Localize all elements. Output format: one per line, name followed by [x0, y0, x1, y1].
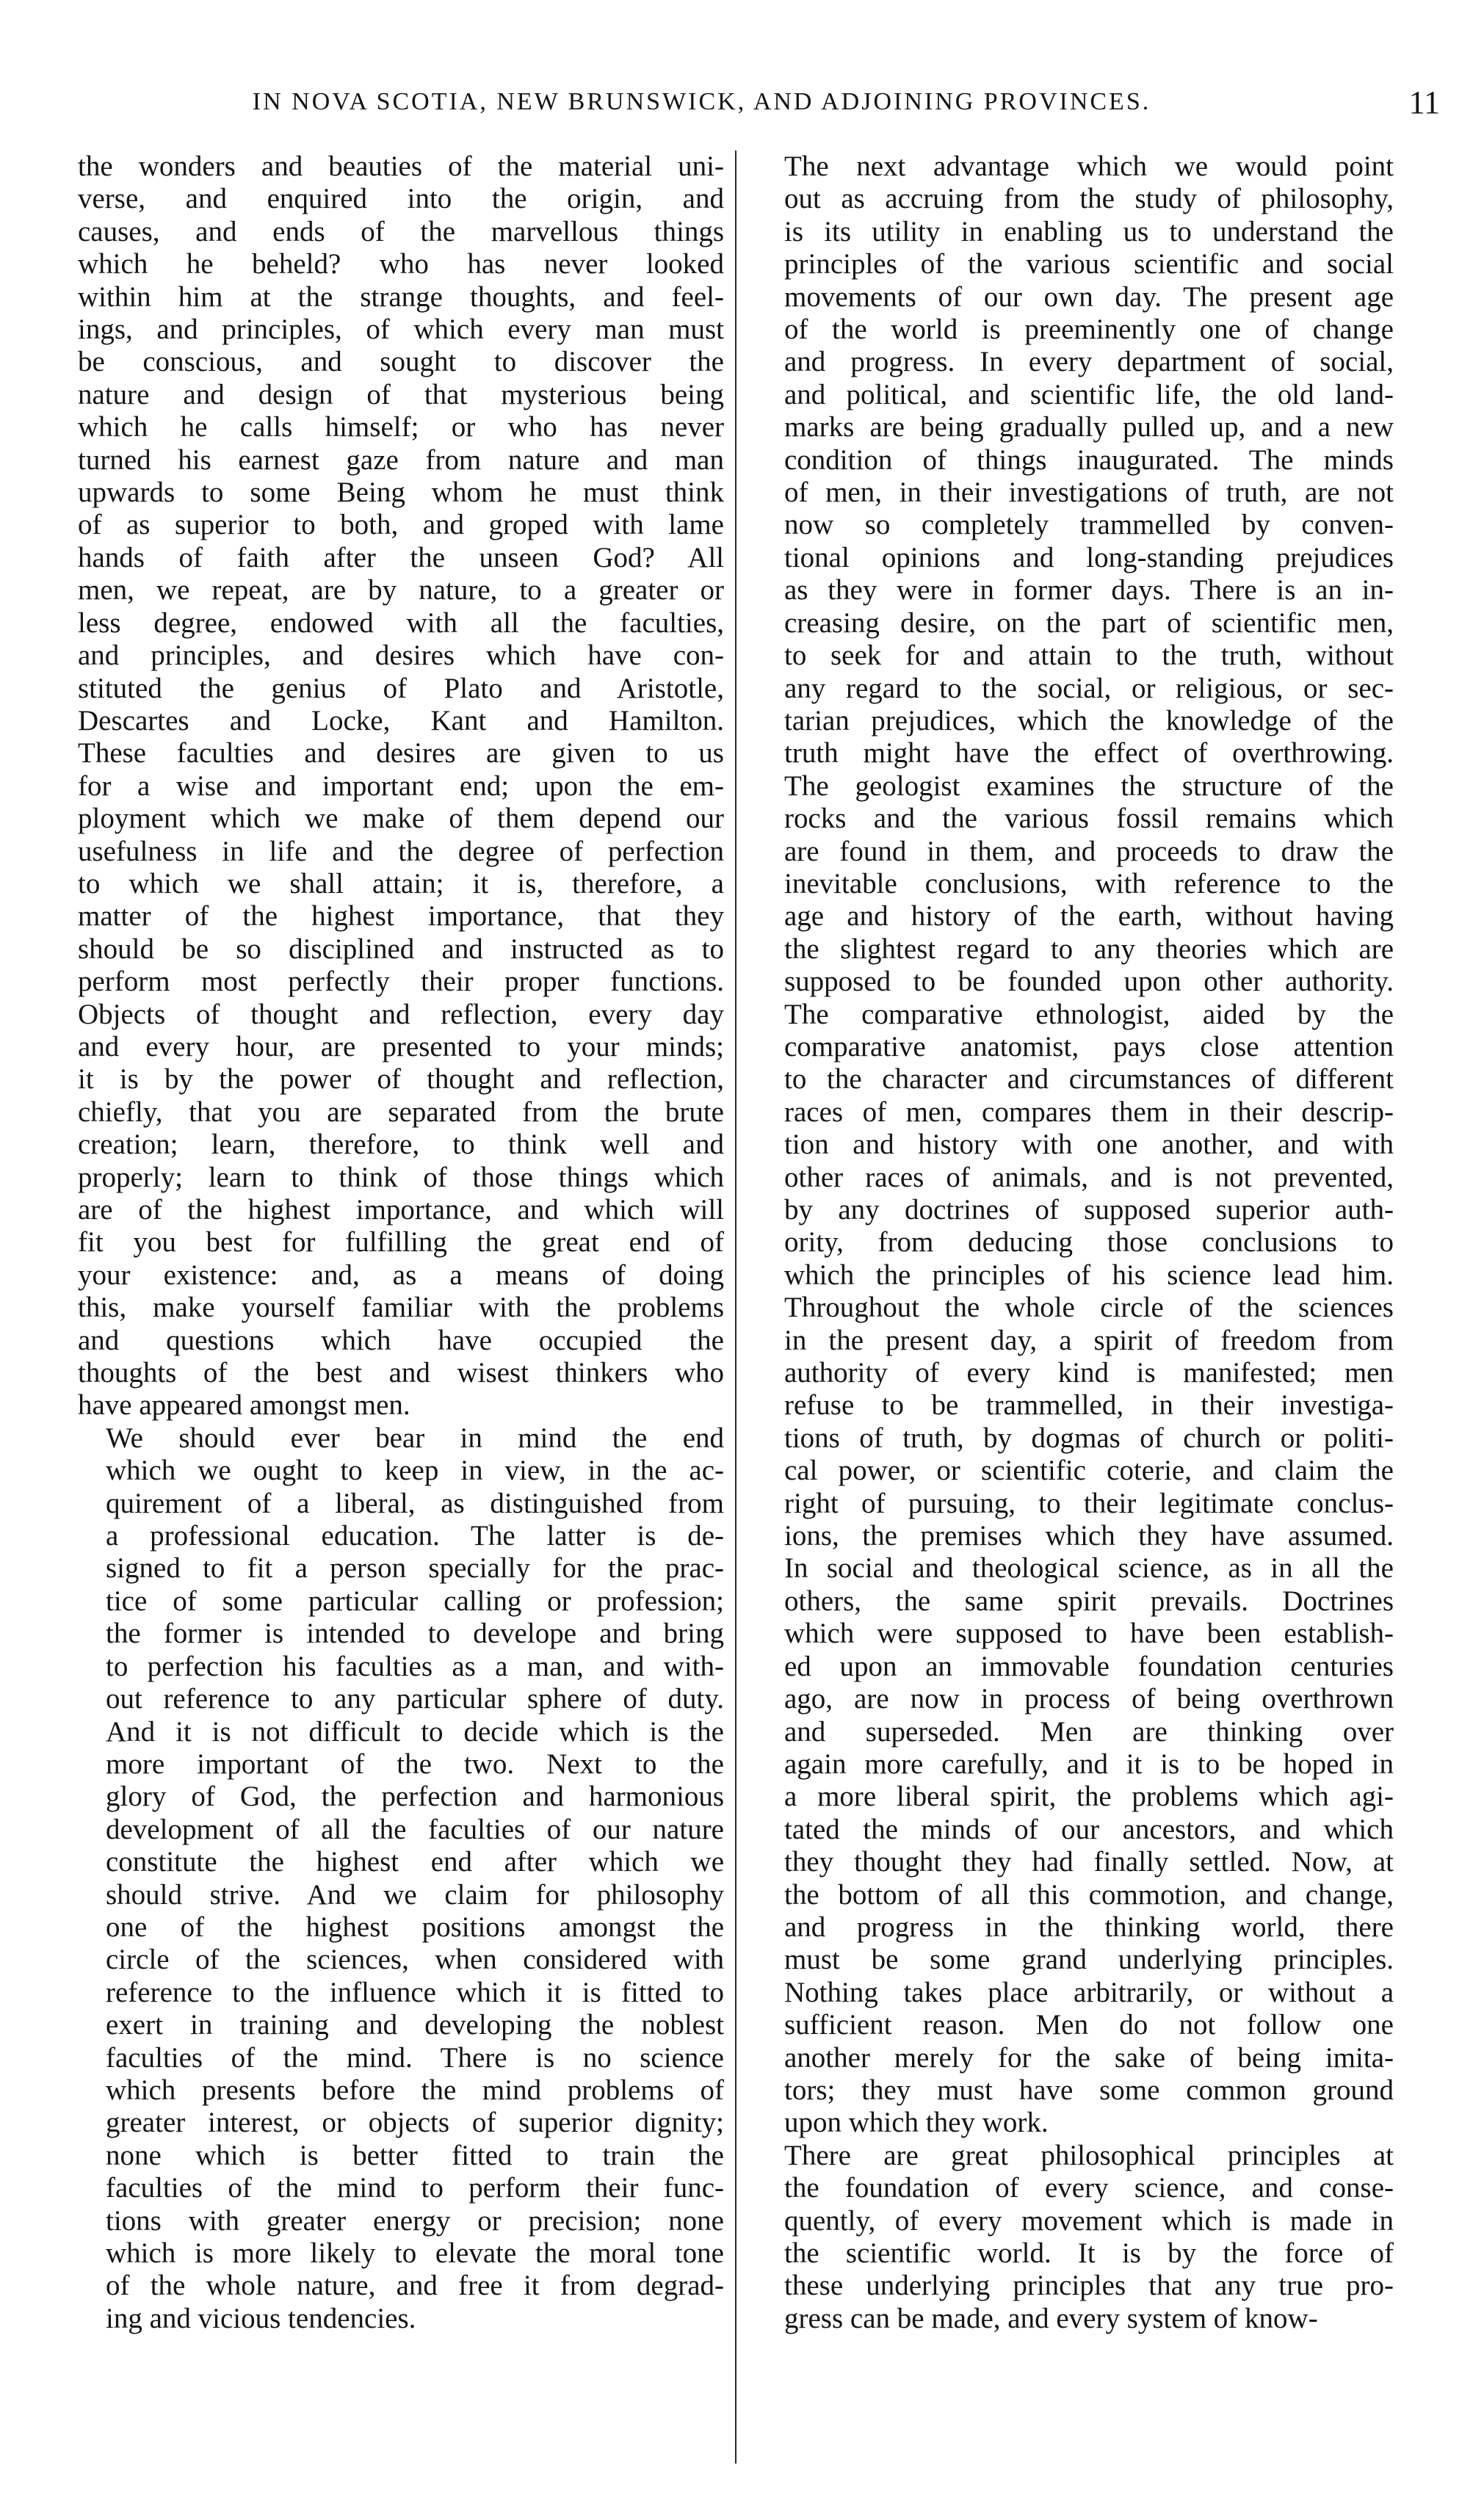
text-line: in the present day, a spirit of freedom from	[784, 1324, 1394, 1356]
text-line: tated the minds of our ancestors, and which	[784, 1813, 1394, 1845]
text-line: the bottom of all this commotion, and change,	[784, 1878, 1394, 1911]
text-line: as they were in former days. There is an in-	[784, 574, 1394, 607]
paragraph	[78, 1422, 724, 2335]
right-column	[756, 151, 1394, 2335]
text-line: There are great philosophical principles at	[784, 2139, 1394, 2171]
text-line: these underlying principles that any true pro-	[784, 2270, 1394, 2302]
text-line: ority, from deducing those conclusions to	[784, 1226, 1394, 1259]
text-line: right of pursuing, to their legitimate conclus-	[784, 1487, 1394, 1519]
text-line: out as accruing from the study of philosophy,	[784, 183, 1394, 215]
text-line: circle of the sciences, when considered with	[106, 1944, 724, 1976]
text-line: refuse to be trammelled, in their investiga-	[784, 1389, 1394, 1422]
text-line: they thought they had finally settled. Now, at	[784, 1846, 1394, 1878]
paragraph	[756, 151, 1394, 2140]
text-line: principles of the various scientific and social	[784, 248, 1394, 280]
text-line: chiefly, that you are separated from the brute	[78, 1096, 724, 1128]
text-line: a more liberal spirit, the problems which agi-	[784, 1781, 1394, 1813]
text-line: nature and design of that mysterious being	[78, 378, 724, 410]
text-line: tions with greater energy or precision; none	[106, 2204, 724, 2237]
text-line: comparative anatomist, pays close attention	[784, 1030, 1394, 1063]
text-line: your existence: and, as a means of doing	[78, 1259, 724, 1291]
text-line: In social and theological science, as in all the	[784, 1552, 1394, 1585]
text-line: the slightest regard to any theories which are	[784, 933, 1394, 965]
text-line: turned his earnest gaze from nature and man	[78, 444, 724, 476]
text-line: tions of truth, by dogmas of church or politi-	[784, 1422, 1394, 1454]
text-line: causes, and ends of the marvellous things	[78, 215, 724, 247]
text-line: ed upon an immovable foundation centuries	[784, 1650, 1394, 1682]
text-line: another merely for the sake of being imita-	[784, 2041, 1394, 2074]
text-line: which were supposed to have been establish-	[784, 1618, 1394, 1650]
text-line: are found in them, and proceeds to draw the	[784, 835, 1394, 867]
text-line: ions, the premises which they have assumed.	[784, 1520, 1394, 1552]
text-line: of the whole nature, and free it from degrad-	[106, 2270, 724, 2302]
text-line: of men, in their investigations of truth, are not	[784, 477, 1394, 509]
left-column	[78, 151, 724, 2335]
text-line: thoughts of the best and wisest thinkers who	[78, 1357, 724, 1389]
text-line: usefulness in life and the degree of perfection	[78, 835, 724, 867]
text-line: development of all the faculties of our nature	[106, 1813, 724, 1845]
text-line: movements of our own day. The present age	[784, 280, 1394, 313]
text-line: Objects of thought and reflection, every day	[78, 998, 724, 1030]
paragraph	[756, 2140, 1394, 2335]
text-line: tors; they must have some common ground	[784, 2074, 1394, 2106]
text-line: more important of the two. Next to the	[106, 1748, 724, 1780]
text-line: and progress in the thinking world, there	[784, 1911, 1394, 1943]
text-line: men, we repeat, are by nature, to a greater or	[78, 574, 724, 607]
text-line: the foundation of every science, and conse-	[784, 2172, 1394, 2204]
column-divider	[735, 151, 736, 2464]
text-line: should be so disciplined and instructed as to	[78, 933, 724, 965]
text-line: of as superior to both, and groped with lame	[78, 509, 724, 541]
text-line: quently, of every movement which is made in	[784, 2204, 1394, 2237]
text-line: tion and history with one another, and with	[784, 1129, 1394, 1161]
text-line: and progress. In every department of social,	[784, 346, 1394, 378]
text-line: quirement of a liberal, as distinguished from	[106, 1487, 724, 1519]
text-line: tice of some particular calling or profession;	[106, 1585, 724, 1617]
text-line: authority of every kind is manifested; men	[784, 1357, 1394, 1389]
text-line: greater interest, or objects of superior dignity;	[106, 2107, 724, 2139]
text-line: are of the highest importance, and which will	[78, 1194, 724, 1226]
text-line: it is by the power of thought and reflection,	[78, 1063, 724, 1096]
text-line: ing and vicious tendencies.	[106, 2302, 416, 2334]
text-line: rocks and the various fossil remains which	[784, 803, 1394, 835]
text-line: exert in training and developing the noblest	[106, 2009, 724, 2041]
text-line: which the principles of his science lead him.	[784, 1259, 1394, 1291]
text-line: one of the highest positions amongst the	[106, 1911, 724, 1943]
text-line: which he beheld? who has never looked	[78, 248, 724, 280]
text-line: marks are being gradually pulled up, and a new	[784, 411, 1394, 444]
text-line: tional opinions and long-standing prejudices	[784, 541, 1394, 573]
text-line: any regard to the social, or religious, or sec-	[784, 672, 1394, 704]
running-head	[81, 84, 1440, 132]
text-line: which he calls himself; or who has never	[78, 411, 724, 444]
text-line: by any doctrines of supposed superior auth-	[784, 1194, 1394, 1226]
text-line: perform most perfectly their proper functions.	[78, 966, 724, 998]
text-line: less degree, endowed with all the faculties,	[78, 607, 724, 639]
text-line: These faculties and desires are given to us	[78, 737, 724, 770]
text-line: ployment which we make of them depend our	[78, 803, 724, 835]
text-line: The geologist examines the structure of the	[784, 770, 1394, 802]
text-line: for a wise and important end; upon the em-	[78, 770, 724, 802]
text-line: and superseded. Men are thinking over	[784, 1715, 1394, 1748]
text-line: and questions which have occupied the	[78, 1324, 724, 1356]
text-line: and principles, and desires which have con-	[78, 640, 724, 672]
text-line: sufficient reason. Men do not follow one	[784, 2009, 1394, 2041]
text-line: reference to the influence which it is fitted to	[106, 1976, 724, 2008]
text-line: to seek for and attain to the truth, without	[784, 640, 1394, 672]
text-line: properly; learn to think of those things which	[78, 1161, 724, 1193]
text-line: The comparative ethnologist, aided by the	[784, 998, 1394, 1030]
text-line: to which we shall attain; it is, therefore, a	[78, 867, 724, 900]
text-line: the wonders and beauties of the material uni-	[78, 151, 724, 182]
text-line: ings, and principles, of which every man must	[78, 314, 724, 346]
text-line: is its utility in enabling us to understand the	[784, 215, 1394, 247]
text-line: Descartes and Locke, Kant and Hamilton.	[78, 704, 724, 736]
text-line: be conscious, and sought to discover the	[78, 346, 724, 378]
text-line: We should ever bear in mind the end	[106, 1422, 724, 1454]
text-line: hands of faith after the unseen God? All	[78, 541, 724, 573]
text-line: again more carefully, and it is to be hoped in	[784, 1748, 1394, 1780]
text-line: a professional education. The latter is de-	[106, 1520, 724, 1552]
text-line: constitute the highest end after which we	[106, 1846, 724, 1878]
text-line: tarian prejudices, which the knowledge of the	[784, 704, 1394, 736]
text-line: inevitable conclusions, with reference to the	[784, 867, 1394, 900]
text-line: creation; learn, therefore, to think well and	[78, 1129, 724, 1161]
running-title: IN NOVA SCOTIA, NEW BRUNSWICK, AND ADJOINING PROVINCES.	[252, 88, 1151, 115]
text-line: matter of the highest importance, that they	[78, 900, 724, 933]
text-line: Throughout the whole circle of the sciences	[784, 1292, 1394, 1324]
text-line: now so completely trammelled by conven-	[784, 509, 1394, 541]
text-line: to perfection his faculties as a man, and with-	[106, 1650, 724, 1682]
text-line: upwards to some Being whom he must think	[78, 477, 724, 509]
text-line: and political, and scientific life, the old land-	[784, 378, 1394, 410]
text-line: fit you best for fulfilling the great end of	[78, 1226, 724, 1259]
text-line: which presents before the mind problems of	[106, 2074, 724, 2106]
text-line: supposed to be founded upon other authority.	[784, 966, 1394, 998]
text-line: within him at the strange thoughts, and feel-	[78, 280, 724, 313]
text-line: this, make yourself familiar with the problems	[78, 1292, 724, 1324]
text-line: and every hour, are presented to your minds;	[78, 1030, 724, 1063]
text-line: the former is intended to develope and bring	[106, 1618, 724, 1650]
text-line: faculties of the mind. There is no science	[106, 2041, 724, 2074]
text-line: faculties of the mind to perform their func-	[106, 2172, 724, 2204]
text-line: glory of God, the perfection and harmonious	[106, 1781, 724, 1813]
text-line: truth might have the effect of overthrowing.	[784, 737, 1394, 770]
paragraph	[78, 151, 724, 1422]
text-line: The next advantage which we would point	[784, 151, 1394, 182]
text-line: ago, are now in process of being overthrown	[784, 1683, 1394, 1715]
text-line: others, the same spirit prevails. Doctrines	[784, 1585, 1394, 1617]
text-line: must be some grand underlying principles.	[784, 1944, 1394, 1976]
text-line: verse, and enquired into the origin, and	[78, 183, 724, 215]
text-line: Nothing takes place arbitrarily, or without a	[784, 1976, 1394, 2008]
text-line: signed to fit a person specially for the prac-	[106, 1552, 724, 1585]
text-line: age and history of the earth, without having	[784, 900, 1394, 933]
text-line: other races of animals, and is not prevented,	[784, 1161, 1394, 1193]
text-line: upon which they work.	[784, 2107, 1049, 2139]
text-line: which is more likely to elevate the moral tone	[106, 2237, 724, 2269]
text-line: condition of things inaugurated. The minds	[784, 444, 1394, 476]
text-line: races of men, compares them in their descrip-	[784, 1096, 1394, 1128]
text-line: cal power, or scientific coterie, and claim the	[784, 1455, 1394, 1487]
text-line: none which is better fitted to train the	[106, 2139, 724, 2171]
text-line: which we ought to keep in view, in the ac-	[106, 1455, 724, 1487]
page-number: 11	[1408, 84, 1440, 120]
text-line: should strive. And we claim for philosophy	[106, 1878, 724, 1911]
text-line: to the character and circumstances of different	[784, 1063, 1394, 1096]
text-line: creasing desire, on the part of scientific men,	[784, 607, 1394, 639]
text-line: gress can be made, and every system of know-	[784, 2302, 1318, 2334]
text-line: of the world is preeminently one of change	[784, 314, 1394, 346]
text-line: out reference to any particular sphere of duty.	[106, 1683, 724, 1715]
text-line: have appeared amongst men.	[78, 1389, 410, 1422]
text-line: stituted the genius of Plato and Aristotle,	[78, 672, 724, 704]
text-line: the scientific world. It is by the force of	[784, 2237, 1394, 2269]
text-line: And it is not difficult to decide which is the	[106, 1715, 724, 1748]
